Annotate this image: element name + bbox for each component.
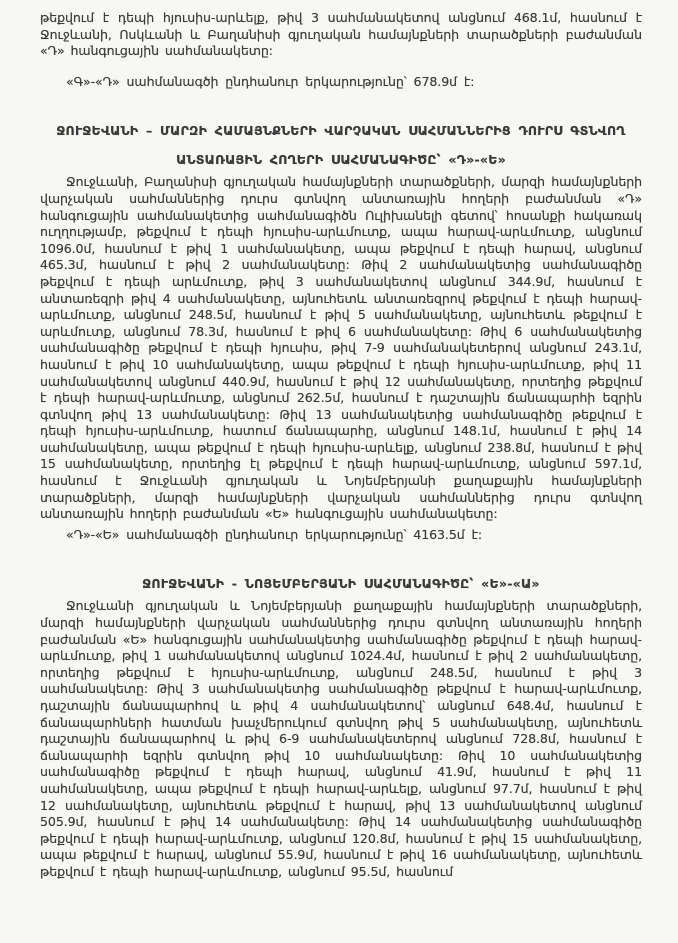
de-boundary-length-line: «Դ»-«Ե» սահմանագծի ընդհանուր երկարությունը՝ 4163.5մ է: xyxy=(66,526,483,542)
section-heading-ea: ՋՈՒՋԵՎԱՆԻ - ՆՈՅԵՄԲԵՐՅԱՆԻ ՍԱՀՄԱՆԱԳԻԾԸ՝ «Ե»-«Ա» xyxy=(142,576,540,592)
section-heading-de-line2: ԱՆՏԱՌԱՅԻՆ ՀՈՂԵՐԻ ՍԱՀՄԱՆԱԳԻԾԸ՝ «Դ»-«Ե» xyxy=(176,152,506,168)
intro-continuation-paragraph: թեքվում է դեպի հյուսիս-արևելք, թիվ 3 սահմանակետով անցնում 468.1մ, հասնում է Ջուջևանի, Ոսկևանի և Բաղանիսի գյուղական համայնքների տարածքների բաժանման «Դ» հանգուցային սահմանակետը: xyxy=(40,10,642,59)
de-boundary-description-paragraph: Ջուջևանի, Բաղանիսի գյուղական համայնքների տարածքների, մարզի համայնքների վարչական սահմաններից դուրս գտնվող անտառային հողերի բաժանման «Դ» հանգուցային սահմանակետից սահմանագիծն Ուլիխանելի գետով՝ հոսանքի հակառակ ուղղությամբ, թեքվում է դեպի հյուսիս-արևմուտք, ապա հարավ-արևմուտք, անցնում 1096.0մ, հասնում է թիվ 1 սահմանակետը, ապա թեքվում է դեպի հարավ, անցնում 465.3մ, հասնում է թիվ 2 սահմանակետը: Թիվ 2 սահմանակետից սահմանագիծը թեքվում է դեպի արևմուտք, թիվ 3 սահմանակետով անցնում 344.9մ, հասնում է անտառեզրի թիվ 4 սահմանակետը, այնուհետև անտառեզրով թեքվում է դեպի հարավ-արևմուտք, անցնում 248.5մ, հասնում է թիվ 5 սահմանակետը, այնուհետև թեքվում է արևմուտք, անցնում 78.3մ, հասնում է թիվ 6 սահմանակետը: Թիվ 6 սահմանակետից սահմանագիծը թեքվում է դեպի հյուսիս, թիվ 7-9 սահմանակետերով անցնում 243.1մ, հասնում է թիվ 10 սահմանակետը, ապա թեքվում է դեպի հյուսիս-արևմուտք, թիվ 11 սահմանակետով անցնում 440.9մ, հասնում է թիվ 12 սահմանակետը, որտեղից թեքվում է դեպի հարավ-արևմուտք, անցնում 262.5մ, հասնում է դաշտային ճանապարհի եզրին գտնվող թիվ 13 սահմանակետը: Թիվ 13 սահմանակետից սահմանագիծը թեքվում է դեպի հյուսիս-արևմուտք, հատում ճանապարհը, անցնում 148.1մ, հասնում է թիվ 14 սահմանակետը, ապա թեքվում է դեպի հյուսիս-արևելք, անցնում 238.8մ, հասնում է թիվ 15 սահմանակետը, որտեղից էլ թեքվում է դեպի հարավ-արևմուտք, անցնում 597.1մ, հասնում է Ջուջևանի գյուղական և Նոյեմբերյանի քաղաքային համայնքների տարածքների, մարզի համայնքների վարչական սահմաններից դուրս գտնվող անտառային հողերի բաժանման «Ե» հանգուցային սահմանակետը: xyxy=(40,174,642,522)
section-heading-de xyxy=(46,116,636,174)
gd-boundary-length-line: «Գ»-«Դ» սահմանագծի ընդհանուր երկարությունը՝ 678.9մ է: xyxy=(66,73,475,89)
ea-boundary-description-paragraph: Ջուջևանի գյուղական և Նոյեմբերյանի քաղաքային համայնքների տարածքների, մարզի համայնքների վարչական սահմաններից դուրս գտնվող անտառային հողերի բաժանման «Ե» հանգուցային սահմանակետից սահմանագիծը թեքվում է դեպի հարավ-արևմուտք, թիվ 1 սահմանակետով անցնում 1024.4մ, հասնում է թիվ 2 սահմանակետը, որտեղից թեքվում է հյուսիս-արևմուտք, անցնում 248.5մ, հասնում է թիվ 3 սահմանակետը: Թիվ 3 սահմանակետից սահմանագիծը թեքվում է հարավ-արևմուտք, դաշտային ճանապարհով և թիվ 4 սահմանակետով՝ անցնում 648.4մ, հասնում է ճանապարհների հատման խաչմերուկում գտնվող թիվ 5 սահմանակետը, այնուհետև դաշտային ճանապարհով և թիվ 6-9 սահմանակետերով անցնում 728.8մ, հասնում է ճանապարհի եզրին գտնվող թիվ 10 սահմանակետը: Թիվ 10 սահմանակետից սահմանագիծը թեքվում է դեպի հարավ, անցնում 41.9մ, հասնում է թիվ 11 սահմանակետը, ապա թեքվում է դեպի հարավ-արևելք, անցնում 97.7մ, հասնում է թիվ 12 սահմանակետը, այնուհետև թեքվում է հարավ, թիվ 13 սահմանակետով անցնում 505.9մ, հասնում է թիվ 14 սահմանակետը: Թիվ 14 սահմանակետից սահմանագիծը թեքվում է դեպի հարավ-արևմուտք, անցնում 120.8մ, հասնում է թիվ 15 սահմանակետը, ապա թեքվում է հարավ, անցնում 55.9մ, հասնում է թիվ 16 սահմանակետը, այնուհետև թեքվում է դեպի հարավ-արևմուտք, անցնում 95.5մ, հասնում xyxy=(40,598,642,879)
section-heading-de-line1: ՋՈՒՋԵՎԱՆԻ – ՄԱՐԶԻ ՀԱՄԱՅՆՔՆԵՐԻ ՎԱՐՉԱԿԱՆ ՍԱՀՄԱՆՆԵՐԻՑ ԴՈՒՐՍ ԳՏՆՎՈՂ xyxy=(56,123,626,139)
